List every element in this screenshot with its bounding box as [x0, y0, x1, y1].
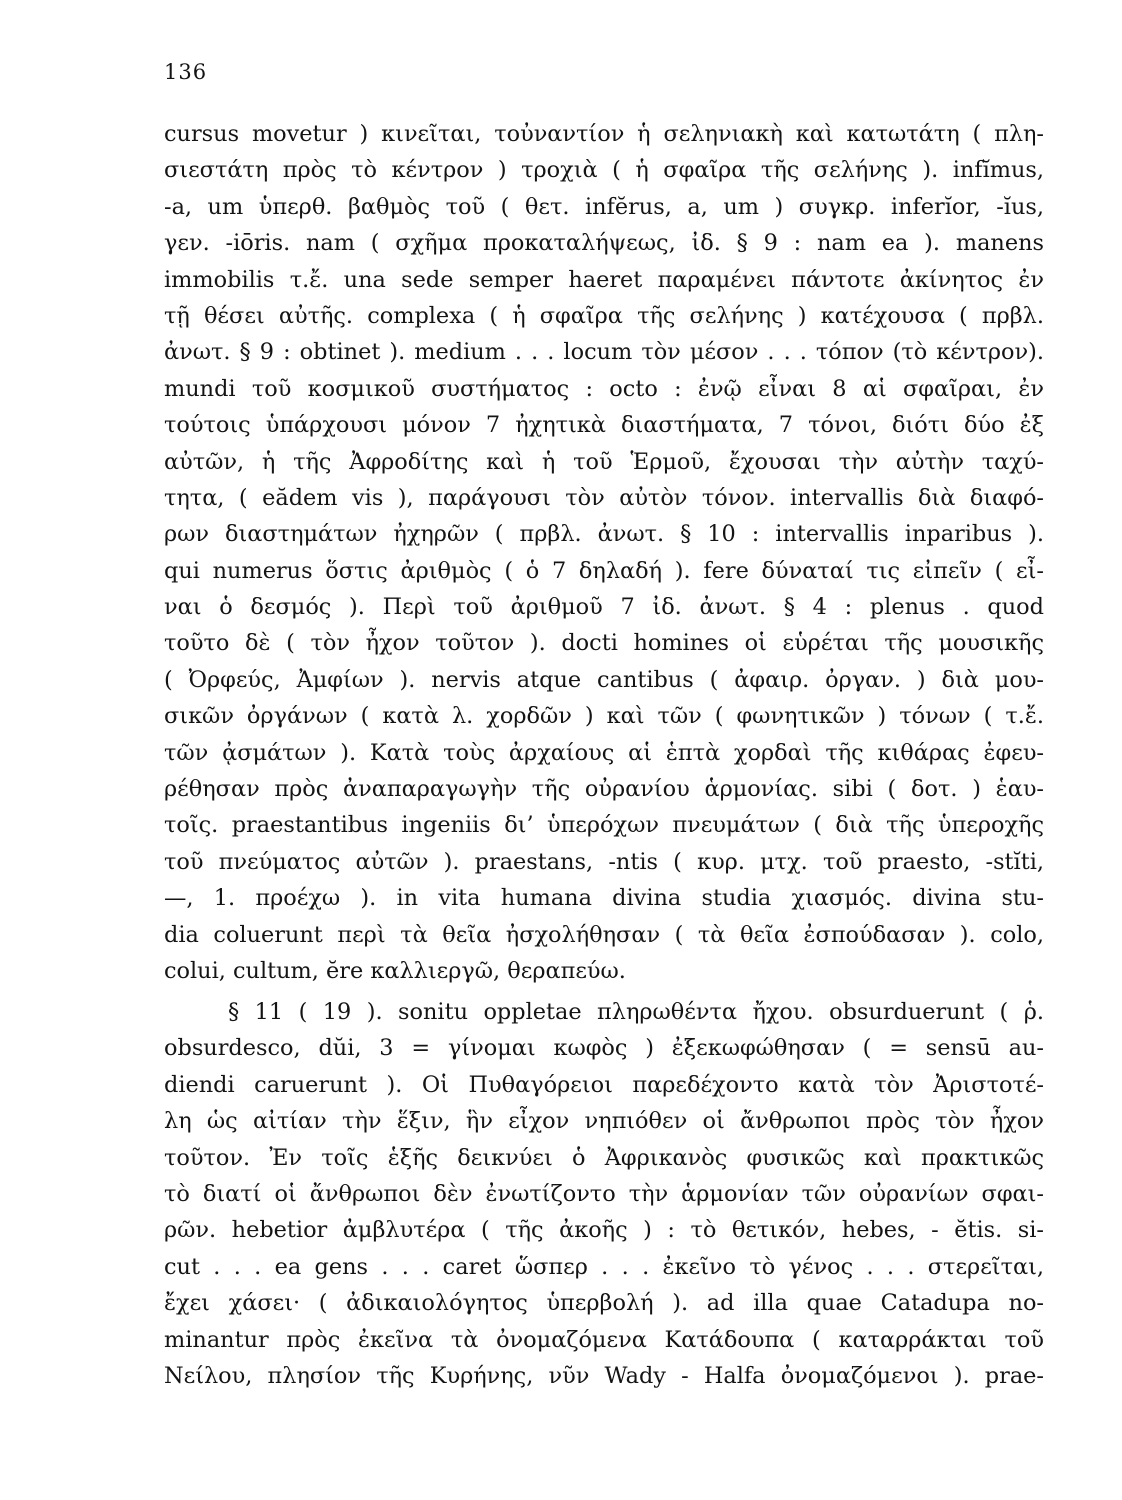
- text-line: ( Ὀρφεύς, Ἀμφίων ). nervis atque cantibus ( ἀφαιρ. ὀργαν. ) διὰ μου-: [164, 666, 1044, 693]
- text-line: τὸ διατί οἱ ἄνθρωποι δὲν ἐνωτίζοντο τὴν ἁρμονίαν τῶν οὐρανίων σφαι-: [164, 1180, 1044, 1207]
- text-line: dia coluerunt περὶ τὰ θεῖα ἠσχολήθησαν ( τὰ θεῖα ἐσπούδασαν ). colo,: [164, 921, 1044, 948]
- text-line: τούτοις ὑπάρχουσι μόνον 7 ἠχητικὰ διαστήματα, 7 τόνοι, διότι δύο ἐξ: [164, 412, 1044, 439]
- text-line: ρων διαστημάτων ἠχηρῶν ( πρβλ. ἀνωτ. § 10 : intervallis inparibus ).: [164, 521, 1044, 548]
- text-line: obsurdesco, dŭi, 3 = γίνομαι κωφὸς ) ἐξεκωφώθησαν ( = sensū au-: [164, 1035, 1044, 1062]
- text-line: colui, cultum, ĕre καλλιεργῶ, θεραπεύω.: [164, 957, 626, 984]
- commentary-paragraph-1: [164, 116, 1044, 989]
- text-line: diendi caruerunt ). Οἱ Πυθαγόρειοι παρεδέχοντο κατὰ τὸν Ἀριστοτέ-: [164, 1071, 1044, 1098]
- text-line: Νείλου, πλησίον τῆς Κυρήνης, νῦν Wady - Halfa ὀνομαζόμενοι ). prae-: [164, 1362, 1044, 1389]
- text-line: τῇ θέσει αὐτῆς. complexa ( ἡ σφαῖρα τῆς σελήνης ) κατέχουσα ( πρβλ.: [164, 302, 1044, 329]
- text-line: σιεστάτη πρὸς τὸ κέντρον ) τροχιὰ ( ἡ σφαῖρα τῆς σελήνης ). infĭmus,: [164, 157, 1044, 184]
- text-line: ἀνωτ. § 9 : obtinet ). medium . . . locum τὸν μέσον . . . τόπον (τὸ κέντρον).: [164, 339, 1044, 366]
- text-line: τοῦτο δὲ ( τὸν ἦχον τοῦτον ). docti homines οἱ εὑρέται τῆς μουσικῆς: [164, 630, 1044, 657]
- text-line: τῶν ᾀσμάτων ). Κατὰ τοὺς ἀρχαίους αἱ ἑπτὰ χορδαὶ τῆς κιθάρας ἐφευ-: [164, 739, 1044, 766]
- text-line: τητα, ( eădem vis ), παράγουσι τὸν αὐτὸν τόνον. intervallis διὰ διαφό-: [164, 484, 1044, 511]
- text-line: -a, um ὑπερθ. βαθμὸς τοῦ ( θετ. infĕrus, a, um ) συγκρ. inferĭor, -ĭus,: [164, 193, 1044, 220]
- text-line: αὐτῶν, ἡ τῆς Ἀφροδίτης καὶ ἡ τοῦ Ἑρμοῦ, ἔχουσαι τὴν αὐτὴν ταχύ-: [164, 448, 1044, 475]
- text-line: ρέθησαν πρὸς ἀναπαραγωγὴν τῆς οὐρανίου ἁρμονίας. sibi ( δοτ. ) ἑαυ-: [164, 776, 1044, 803]
- text-line: τοῦ πνεύματος αὐτῶν ). praestans, -ntis ( κυρ. μτχ. τοῦ praesto, -stĭti,: [164, 848, 1044, 875]
- text-line: mundi τοῦ κοσμικοῦ συστήματος : octo : ἐνῷ εἶναι 8 αἱ σφαῖραι, ἐν: [164, 375, 1044, 402]
- text-line: γεν. -iōris. nam ( σχῆμα προκαταλήψεως, ἰδ. § 9 : nam ea ). manens: [164, 230, 1044, 257]
- page-number: 136: [164, 60, 208, 84]
- text-line: cursus movetur ) κινεῖται, τοὐναντίον ἡ σεληνιακὴ καὶ κατωτάτη ( πλη-: [164, 121, 1044, 147]
- text-line: ἔχει χάσει· ( ἀδικαιολόγητος ὑπερβολή ). ad illa quae Catadupa no-: [164, 1290, 1044, 1317]
- text-line: immobilis τ.ἔ. una sede semper haeret παραμένει πάντοτε ἀκίνητος ἐν: [164, 266, 1044, 293]
- text-line: λη ὡς αἰτίαν τὴν ἕξιν, ἣν εἶχον νηπιόθεν οἱ ἄνθρωποι πρὸς τὸν ἦχον: [164, 1108, 1044, 1135]
- text-line: τοῦτον. Ἐν τοῖς ἑξῆς δεικνύει ὁ Ἀφρικανὸς φυσικῶς καὶ πρακτικῶς: [164, 1144, 1044, 1171]
- text-line: ρῶν. hebetior ἀμβλυτέρα ( τῆς ἀκοῆς ) : τὸ θετικόν, hebes, - ĕtis. si-: [164, 1217, 1044, 1244]
- text-line: —, 1. προέχω ). in vita humana divina studia χιασμός. divina stu-: [164, 885, 1044, 912]
- text-line: ναι ὁ δεσμός ). Περὶ τοῦ ἀριθμοῦ 7 ἰδ. ἀνωτ. § 4 : plenus . quod: [164, 594, 1044, 621]
- text-line: § 11 ( 19 ). sonitu oppletae πληρωθέντα ἤχου. obsurduerunt ( ῥ.: [228, 999, 1044, 1025]
- text-line: qui numerus ὅστις ἀριθμὸς ( ὁ 7 δηλαδή ). fere δύναταί τις εἰπεῖν ( εἶ-: [164, 557, 1044, 584]
- text-line: τοῖς. praestantibus ingeniis δι’ ὑπερόχων πνευμάτων ( διὰ τῆς ὑπεροχῆς: [164, 812, 1044, 839]
- text-line: σικῶν ὀργάνων ( κατὰ λ. χορδῶν ) καὶ τῶν ( φωνητικῶν ) τόνων ( τ.ἔ.: [164, 703, 1044, 730]
- text-line: cut . . . ea gens . . . caret ὥσπερ . . . ἐκεῖνο τὸ γένος . . . στερεῖται,: [164, 1253, 1044, 1280]
- text-line: minantur πρὸς ἐκεῖνα τὰ ὀνομαζόμενα Κατάδουπα ( καταρράκται τοῦ: [164, 1326, 1044, 1353]
- commentary-paragraph-2: [164, 994, 1044, 1394]
